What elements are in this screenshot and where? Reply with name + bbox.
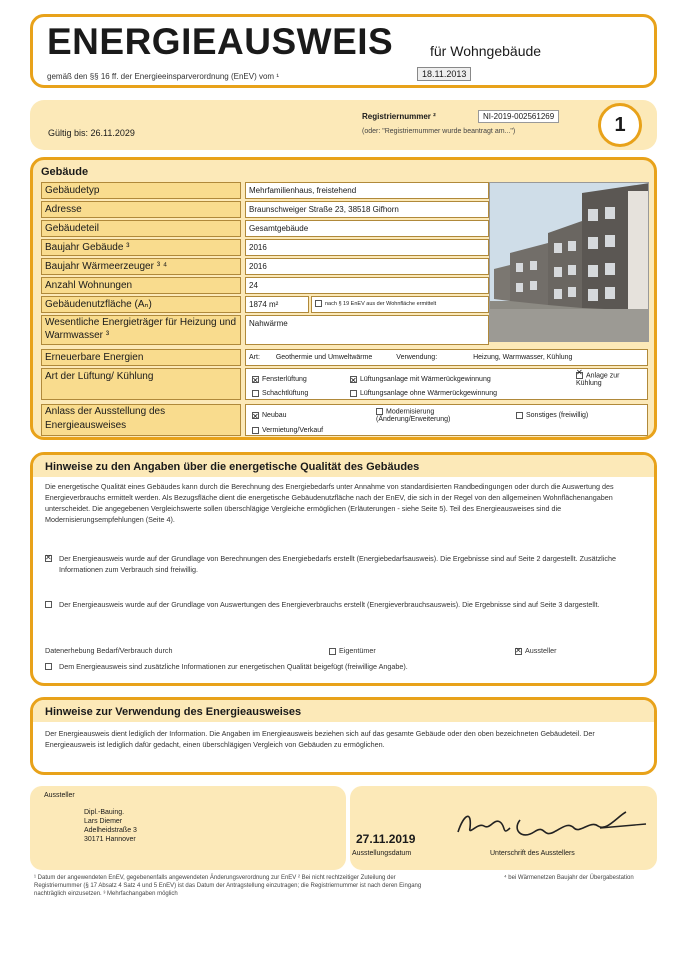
usage-notes-section xyxy=(30,697,657,775)
renewable-art-label: Art: xyxy=(249,354,260,361)
quality-notes-section xyxy=(30,452,657,686)
floor-area-note: nach § 19 EnEV aus der Wohnfläche ermittelt xyxy=(311,296,489,313)
checkbox[interactable] xyxy=(350,390,357,397)
row-label: Adresse xyxy=(41,201,241,218)
data-collection-label: Datenerhebung Bedarf/Verbrauch durch xyxy=(45,646,173,655)
row-value: 1874 m² xyxy=(245,296,309,313)
row-label: Anlass der Ausstellung des Energieausweises xyxy=(41,404,241,436)
row-value: Gesamtgebäude xyxy=(245,220,489,237)
occasion-option-other[interactable]: Sonstiges (freiwillig) xyxy=(516,408,588,423)
row-label: Gebäudenutzfläche (Aₙ) xyxy=(41,296,241,313)
document-title: ENERGIEAUSWEIS xyxy=(47,21,394,62)
renewable-art-value: Geothermie und Umweltwärme xyxy=(275,354,373,361)
occasion-option-rental-sale[interactable]: Vermietung/Verkauf xyxy=(252,423,323,436)
row-value: 2016 xyxy=(245,258,489,275)
signature-label: Unterschrift des Ausstellers xyxy=(490,850,575,857)
ventilation-options xyxy=(245,368,648,400)
data-collection-row xyxy=(45,645,645,656)
issuer-line: 30171 Hannover xyxy=(84,836,136,843)
enev-date: 18.11.2013 xyxy=(417,67,471,81)
row-label: Gebäudeteil xyxy=(41,220,241,237)
issuer-address xyxy=(84,808,137,844)
page-number-badge: 1 xyxy=(598,103,642,147)
checkbox[interactable] xyxy=(252,390,259,397)
row-label: Erneuerbare Energien xyxy=(41,349,241,366)
checkbox[interactable] xyxy=(45,601,52,608)
row-label: Gebäudetyp xyxy=(41,182,241,199)
occasion-option-new-build[interactable]: ✕Neubau xyxy=(252,408,287,423)
renewable-values xyxy=(245,349,648,366)
quality-option-demand: ✕ Der Energieausweis wurde auf der Grundlage von Berechnungen des Energiebedarfs erstellt (Energiebedarfsausweis). Die Ergebnisse sind auf Seite 2 dargestellt. Zusätzliche Informationen zum Verbrauch sind freiwillig. xyxy=(45,553,645,575)
ventilation-option-heat-recovery[interactable]: ✕ Lüftungsanlage mit Wärmerückgewinnung xyxy=(350,372,491,387)
registration-note: (oder: "Registriernummer wurde beantragt am...") xyxy=(362,128,516,135)
valid-until: Gültig bis: 26.11.2029 xyxy=(48,128,135,138)
checkbox[interactable] xyxy=(252,412,259,419)
row-label: Baujahr Wärmeerzeuger ³ ⁴ xyxy=(41,258,241,275)
footnotes-left: ¹ Datum der angewendeten EnEV, gegebenenfalls angewendeten Änderungsverordnung zur EnEV ² Bei nicht rechtzeitiger Zuteilung der Registriernummer (§ 17 Absatz 4 Satz 4 und 5 EnEV) ist das Datum der Antragstellung einzutragen; die Registriernummer ist nach deren Eingang nachträglich einzusetzen. ³ Mehrfachangaben möglich xyxy=(34,875,422,897)
registration-label: Registriernummer ² xyxy=(362,112,436,121)
row-value: Mehrfamilienhaus, freistehend xyxy=(245,182,489,199)
issue-date: 27.11.2019 xyxy=(356,832,416,846)
checkbox[interactable] xyxy=(45,663,52,670)
checkbox[interactable] xyxy=(515,648,522,655)
usage-notes-text: Der Energieausweis dient lediglich der Information. Die Angaben im Energieausweis beziehen sich auf das gesamte Gebäude oder den oben bezeichneten Gebäudeteil. Der Energieausweis ist lediglich dafür gedacht, einen überschlägigen Vergleich von Gebäuden zu ermöglichen. xyxy=(45,729,595,749)
row-value: 24 xyxy=(245,277,489,294)
issuer-line: Lars Diemer xyxy=(84,818,123,825)
issuer-block xyxy=(30,786,346,870)
registration-number: NI-2019-002561269 xyxy=(478,110,559,123)
issuer-line: Dipl.-Bauing. xyxy=(84,809,125,816)
renewable-use-value: Heizung, Warmwasser, Kühlung xyxy=(473,354,573,361)
row-label: Wesentliche Energieträger für Heizung und Warmwasser ³ xyxy=(41,315,241,345)
issue-date-label: Ausstellungsdatum xyxy=(352,850,412,857)
quality-notes-intro: Die energetische Qualität eines Gebäudes kann durch die Berechnung des Energiebedarfs unter Annahme von standardisierten Randbedingungen oder durch die Auswertung des Energieverbrauchs ermittelt werden. Als Bezugsfläche dient die energetische Gebäudenutzfläche nach der EnEV, die sich in der Regel von den allgemeinen Wohnflächenangaben unterscheidet. Die angegebenen Vergleichswerte sollen überschlägige Vergleiche ermöglichen (Erläuterungen - siehe Seite 5). Teil des Energieausweises sind die Modernisierungsempfehlungen (Seite 4). xyxy=(45,482,614,524)
handwritten-signature xyxy=(450,792,650,850)
checkbox[interactable] xyxy=(329,648,336,655)
data-collection-owner[interactable]: Eigentümer xyxy=(329,645,376,656)
building-section-title: Gebäude xyxy=(41,166,89,178)
usage-notes-title: Hinweise zur Verwendung des Energieausweises xyxy=(45,706,302,718)
header-panel xyxy=(30,14,657,88)
legal-basis: gemäß den §§ 16 ff. der Energieeinsparverordnung (EnEV) vom ¹ xyxy=(47,72,279,81)
row-value: Nahwärme xyxy=(245,315,489,345)
ventilation-option-cooling[interactable]: ✕Anlage zur Kühlung xyxy=(576,372,646,388)
ventilation-option-shaft[interactable]: Schachtlüftung xyxy=(252,386,308,400)
row-value: 2016 xyxy=(245,239,489,256)
checkbox[interactable] xyxy=(350,376,357,383)
quality-attached-info: Dem Energieausweis sind zusätzliche Informationen zur energetischen Qualität beigefügt (freiwillige Angabe). xyxy=(45,661,645,672)
building-photo-illustration xyxy=(490,183,649,342)
checkbox[interactable] xyxy=(576,372,583,379)
data-collection-issuer[interactable]: ✕ Aussteller xyxy=(515,645,557,656)
signature-block xyxy=(350,786,657,870)
document-subtitle: für Wohngebäude xyxy=(430,43,542,59)
footnotes-right: ⁴ bei Wärmenetzen Baujahr der Übergabestation xyxy=(504,875,634,881)
quality-option-consumption: Der Energieausweis wurde auf der Grundlage von Auswertungen des Energieverbrauchs erstellt (Energieverbrauchsausweis). Die Ergebnisse sind auf Seite 3 dargestellt. xyxy=(45,599,645,610)
ventilation-option-no-recovery[interactable]: Lüftungsanlage ohne Wärmerückgewinnung xyxy=(350,386,497,400)
issuer-line: Adelheidstraße 3 xyxy=(84,827,137,834)
ventilation-option-window[interactable]: ✕ Fensterlüftung xyxy=(252,372,307,387)
occasion-option-modernisation[interactable]: Modernisierung (Änderung/Erweiterung) xyxy=(376,408,451,424)
renewable-use-label: Verwendung: xyxy=(396,354,438,361)
checkbox[interactable] xyxy=(252,427,259,434)
floor-area-checkbox[interactable] xyxy=(315,300,322,307)
row-label: Art der Lüftung/ Kühlung xyxy=(41,368,241,400)
occasion-options xyxy=(245,404,648,436)
row-label: Baujahr Gebäude ³ xyxy=(41,239,241,256)
checkbox[interactable] xyxy=(516,412,523,419)
registration-bar xyxy=(30,100,657,150)
checkbox[interactable] xyxy=(45,555,52,562)
issuer-label: Aussteller xyxy=(44,792,75,799)
checkbox[interactable] xyxy=(252,376,259,383)
building-section xyxy=(30,157,657,440)
checkbox[interactable] xyxy=(376,408,383,415)
building-photo xyxy=(489,182,649,342)
row-value: Braunschweiger Straße 23, 38518 Gifhorn xyxy=(245,201,489,218)
quality-notes-title: Hinweise zu den Angaben über die energetische Qualität des Gebäudes xyxy=(45,461,420,473)
row-label: Anzahl Wohnungen xyxy=(41,277,241,294)
